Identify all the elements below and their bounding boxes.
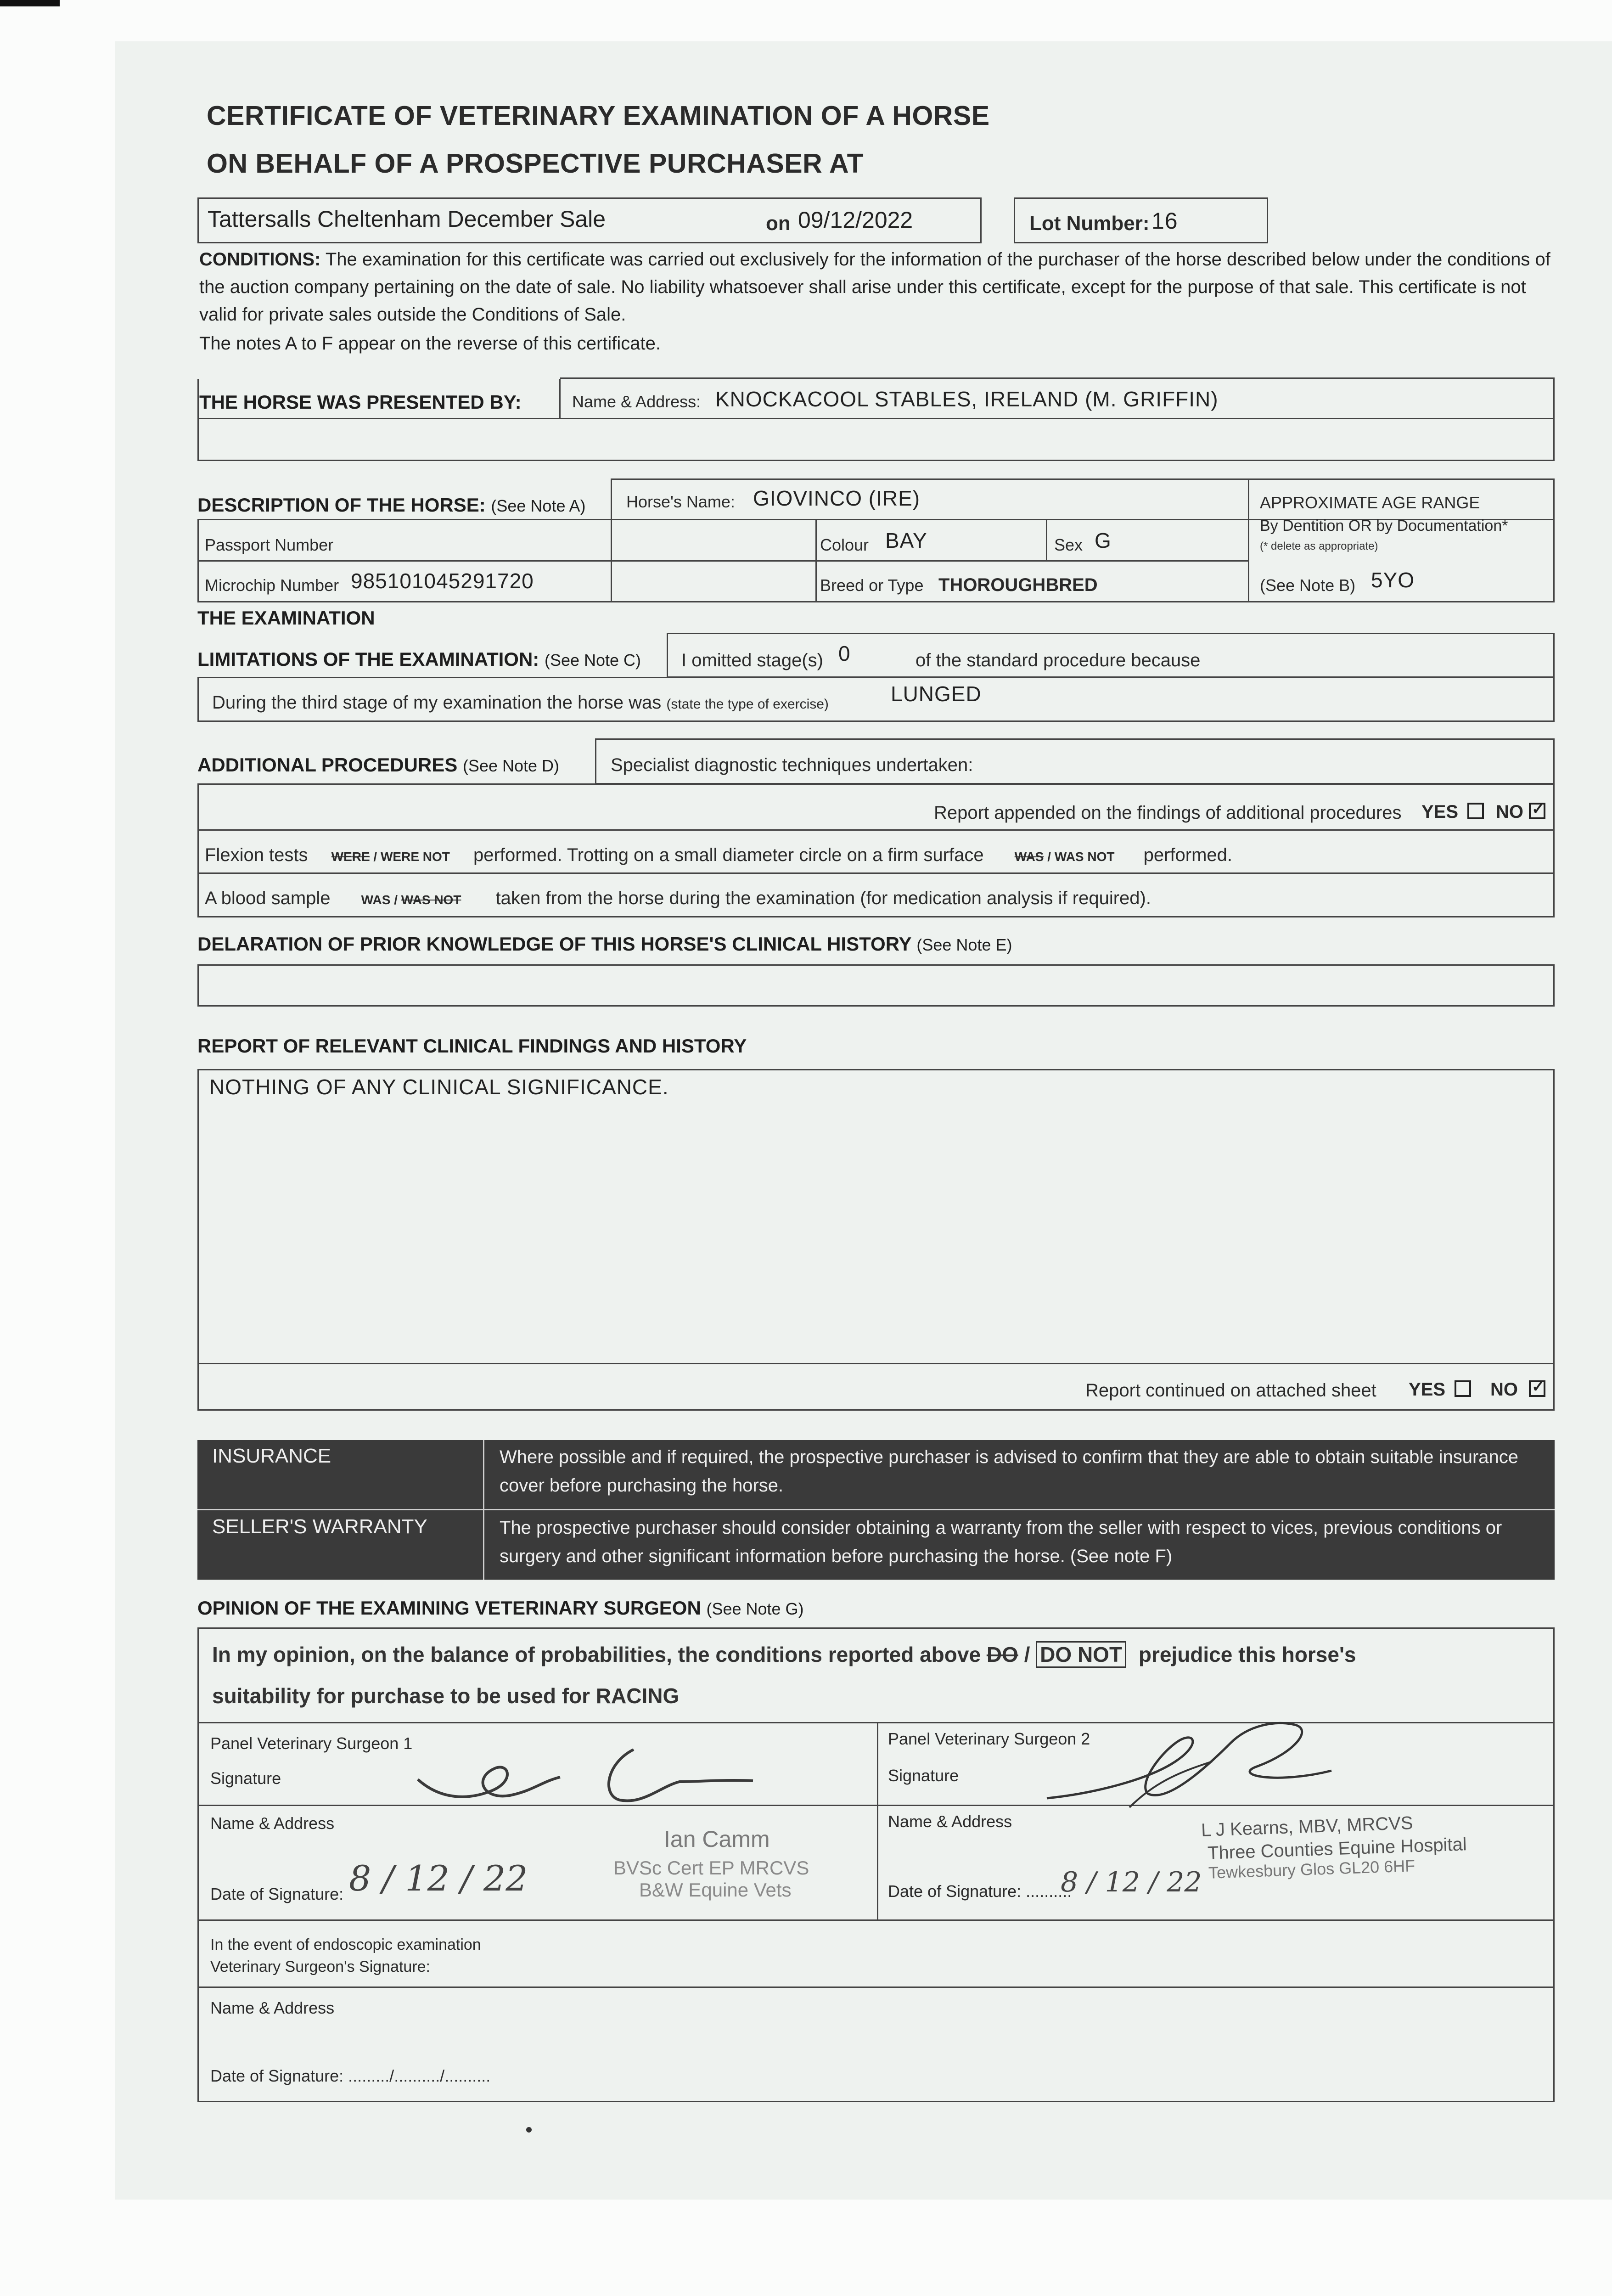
sale-name: Tattersalls Cheltenham December Sale [208, 206, 606, 232]
surgeon2-title: Panel Veterinary Surgeon 2 [888, 1729, 1090, 1748]
trot-was-not: WAS NOT [1054, 850, 1115, 864]
band-divider-h [197, 1509, 1555, 1510]
additional-heading-text: ADDITIONAL PROCEDURES [197, 754, 458, 776]
description-heading-text: DESCRIPTION OF THE HORSE: [197, 494, 486, 516]
opinion-do-not: DO NOT [1036, 1641, 1126, 1668]
trot-performed: performed. [1143, 845, 1233, 865]
surgeon2-stamp-address: Tewkesbury Glos GL20 6HF [1208, 1856, 1415, 1882]
conditions-label: CONDITIONS: [199, 249, 321, 270]
third-stage-label [212, 692, 829, 713]
specialist-label: Specialist diagnostic techniques undertaken: [611, 755, 973, 775]
description-heading [197, 494, 585, 516]
continued-yes-checkbox[interactable] [1455, 1380, 1471, 1397]
breed-value: THOROUGHBRED [938, 575, 1098, 595]
appended-yes-checkbox[interactable] [1467, 803, 1484, 819]
opinion-line-1 [212, 1642, 1356, 1667]
presented-head-underline [197, 377, 560, 379]
trot-sep: / [1044, 850, 1055, 864]
conditions-notes: The notes A to F appear on the reverse of this certificate. [199, 333, 661, 354]
title-line-2: ON BEHALF OF A PROSPECTIVE PURCHASER AT [207, 148, 864, 179]
limitations-heading-text: LIMITATIONS OF THE EXAMINATION: [197, 648, 539, 670]
passport-label: Passport Number [205, 535, 334, 554]
sale-on-label: on [766, 212, 791, 235]
flexion-row [205, 845, 1232, 866]
report-footer-line [197, 1363, 1555, 1364]
surgeon2-stamp-name: L J Kearns, MBV, MRCVS [1201, 1812, 1414, 1841]
age-delete: (* delete as appropriate) [1260, 540, 1378, 552]
blood-sep: / [390, 893, 401, 907]
surgeon1-stamp-qual: BVSc Cert EP MRCVS [613, 1857, 809, 1879]
endoscopic-name-label: Name & Address [210, 1998, 335, 2017]
insurance-text: Where possible and if required, the prospective purchaser is advised to confirm that they are able to obtain suitable insurance cover before purchasing the horse. [500, 1447, 1519, 1496]
title-line-1: CERTIFICATE OF VETERINARY EXAMINATION OF A HORSE [207, 101, 990, 131]
description-mid-line [197, 560, 1249, 562]
presented-name-label: Name & Address: [572, 392, 701, 411]
conditions-text [199, 246, 1554, 328]
breed-label: Breed or Type [820, 576, 924, 595]
surgeon1-date-label: Date of Signature: [210, 1885, 344, 1903]
omitted-suffix: of the standard procedure because [916, 650, 1201, 670]
surgeon1-signature [404, 1736, 845, 1809]
description-note: (See Note A) [491, 496, 586, 515]
scan-speck [526, 2127, 532, 2133]
report-text: NOTHING OF ANY CLINICAL SIGNIFICANCE. [209, 1075, 669, 1099]
surgeon-col-divider [877, 1722, 878, 1920]
blood-was: WAS [361, 893, 391, 907]
conditions-body: The examination for this certificate was carried out exclusively for the information of the purchaser of the horse described below under the conditions of the auction company pertaining on the date of sale. No liability whatsoever shall arise under this certificate, except for the purpose of that sale. This certificate is not valid for private sales outside the Conditions of Sale. [199, 249, 1550, 325]
blood-row [205, 888, 1151, 909]
surgeon2-date-label: Date of Signature: .......... [888, 1882, 1072, 1901]
endoscopic-sep-2 [197, 1986, 1555, 1988]
colour-label: Colour [820, 535, 869, 554]
continued-no-checkbox[interactable] [1529, 1380, 1545, 1397]
microchip-value: 985101045291720 [351, 569, 534, 593]
endoscopic-sep [197, 1919, 1555, 1921]
endoscopic-date-label: Date of Signature: ........./........../.......... [210, 2066, 491, 2085]
limitations-note: (See Note C) [544, 651, 641, 670]
lot-value: 16 [1151, 208, 1178, 234]
surgeon2-signature-label: Signature [888, 1766, 959, 1785]
warranty-label: SELLER'S WARRANTY [212, 1515, 427, 1538]
surgeon1-stamp-name: Ian Camm [664, 1826, 770, 1852]
description-col-b [1046, 519, 1047, 561]
opinion-text-a: In my opinion, on the balance of probabilities, the conditions reported above [212, 1643, 981, 1666]
corner-mark [0, 0, 60, 6]
description-col-a [815, 519, 817, 602]
third-stage-hint: (state the type of exercise) [666, 697, 829, 712]
blood-text: taken from the horse during the examination (for medication analysis if required). [495, 888, 1151, 908]
declaration-heading-text: DELARATION OF PRIOR KNOWLEDGE OF THIS HORSE'S CLINICAL HISTORY [197, 933, 911, 955]
opinion-text-b: prejudice this horse's [1138, 1643, 1356, 1666]
report-appended-label: Report appended on the findings of additional procedures [934, 803, 1402, 823]
flexion-sep: / [370, 850, 381, 864]
surgeon1-title: Panel Veterinary Surgeon 1 [210, 1734, 413, 1753]
omitted-label: I omitted stage(s) [681, 650, 824, 670]
surgeon2-date-value: 8 / 12 / 22 [1061, 1866, 1202, 1898]
horse-name-label: Horse's Name: [626, 492, 735, 511]
appended-yes-label: YES [1421, 802, 1459, 822]
warranty-text: The prospective purchaser should consider obtaining a warranty from the seller with respect to vices, previous conditions or surgery and other significant information before purchasing the horse. (See note F) [500, 1518, 1502, 1566]
declaration-heading [197, 933, 1012, 955]
flexion-label: Flexion tests [205, 845, 308, 865]
flexion-text: performed. Trotting on a small diameter circle on a firm surface [473, 845, 984, 865]
age-by: By Dentition OR by Documentation* [1260, 517, 1508, 535]
opinion-note: (See Note G) [706, 1599, 804, 1618]
declaration-box [197, 964, 1555, 1007]
declaration-note: (See Note E) [916, 935, 1012, 954]
report-heading: REPORT OF RELEVANT CLINICAL FINDINGS AND HISTORY [197, 1035, 747, 1057]
endoscopic-line-1: In the event of endoscopic examination [210, 1936, 481, 1953]
report-continued-label: Report continued on attached sheet [1085, 1380, 1376, 1401]
additional-line-2 [197, 872, 1555, 874]
flexion-were: WERE [331, 850, 370, 864]
opinion-line-2: suitability for purchase to be used for RACING [212, 1684, 680, 1708]
colour-value: BAY [885, 529, 927, 552]
lot-label: Lot Number: [1029, 212, 1150, 235]
continued-no-label: NO [1490, 1379, 1518, 1400]
presented-divider [559, 377, 561, 419]
microchip-label: Microchip Number [205, 576, 339, 595]
flexion-were-not: WERE NOT [381, 850, 450, 864]
opinion-sep: / [1018, 1643, 1036, 1666]
presented-heading: THE HORSE WAS PRESENTED BY: [199, 391, 522, 413]
continued-yes-label: YES [1409, 1379, 1446, 1400]
description-col-c [1248, 478, 1249, 602]
opinion-heading [197, 1597, 804, 1619]
endoscopic-line-2: Veterinary Surgeon's Signature: [210, 1958, 431, 1975]
surgeon1-stamp-practice: B&W Equine Vets [639, 1879, 792, 1901]
presented-name-value: KNOCKACOOL STABLES, IRELAND (M. GRIFFIN) [715, 387, 1219, 411]
horse-name-value: GIOVINCO (IRE) [753, 486, 921, 510]
additional-note: (See Note D) [462, 756, 560, 775]
opinion-heading-text: OPINION OF THE EXAMINING VETERINARY SURGEON [197, 1597, 701, 1619]
age-value: 5YO [1371, 568, 1415, 592]
additional-heading [197, 754, 559, 776]
age-heading: APPROXIMATE AGE RANGE [1260, 493, 1480, 512]
trot-was: WAS [1014, 850, 1044, 864]
sale-date: 09/12/2022 [798, 207, 913, 233]
examination-heading: THE EXAMINATION [197, 607, 375, 629]
blood-label: A blood sample [205, 888, 331, 908]
appended-no-label: NO [1496, 802, 1523, 822]
surgeon2-stamp-hospital: Three Counties Equine Hospital [1207, 1834, 1467, 1863]
sex-value: G [1095, 529, 1112, 552]
surgeon2-name-label: Name & Address [888, 1812, 1012, 1831]
surgeon1-signature-label: Signature [210, 1769, 281, 1788]
blood-was-not: WAS NOT [401, 893, 461, 907]
surgeon1-date-value: 8 / 12 / 22 [349, 1858, 528, 1899]
omitted-value: 0 [838, 642, 851, 665]
appended-no-checkbox[interactable] [1529, 803, 1545, 819]
surgeon1-name-label: Name & Address [210, 1814, 335, 1833]
presented-row-line [197, 418, 1555, 419]
sex-label: Sex [1054, 535, 1083, 554]
insurance-label: INSURANCE [212, 1445, 331, 1467]
limitations-heading [197, 648, 641, 670]
third-stage-value: LUNGED [891, 682, 982, 706]
report-box [197, 1069, 1555, 1411]
third-stage-text: During the third stage of my examination the horse was [212, 692, 662, 713]
additional-line-1 [197, 829, 1555, 831]
opinion-do: DO [986, 1643, 1018, 1666]
surgeon2-signature [1038, 1716, 1359, 1826]
age-note: (See Note B) [1260, 576, 1356, 595]
